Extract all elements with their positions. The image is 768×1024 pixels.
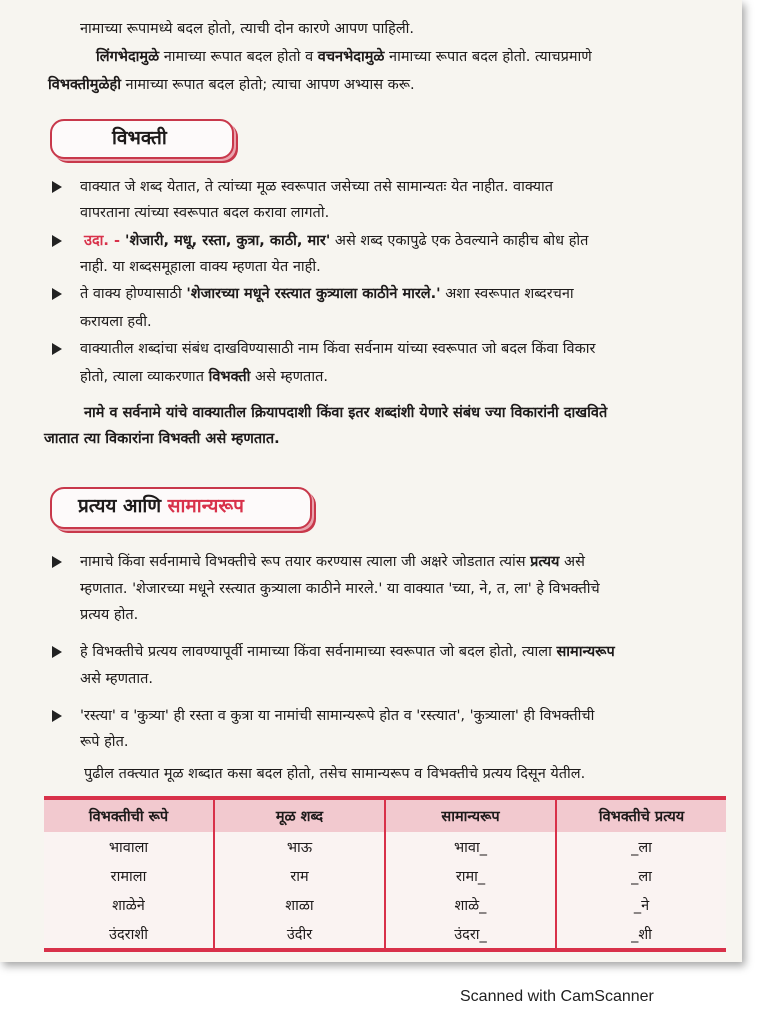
table-cell: भावा_ (386, 832, 557, 861)
table-header-cell: विभक्तीची रूपे (44, 800, 215, 832)
table-cell: _ला (631, 839, 652, 856)
bullet-icon (52, 343, 62, 355)
table-cell: उंदीर (215, 919, 386, 948)
table-row (44, 919, 726, 948)
vibhakti-bullet-2-line-1: उदा. - 'शेजारी, मधू, रस्ता, कुत्रा, काठी, मार' असे शब्द एकापुढे एक ठेवल्याने काहीच बोध होत (84, 233, 589, 249)
table-cell: उंदराशी (44, 919, 215, 948)
table-cell: शाळे_ (386, 890, 557, 919)
table-cell: _ला (631, 868, 652, 885)
pratyay-bullet-1-line-1: नामाचे किंवा सर्वनामाचे विभक्तीचे रूप तयार करण्यास त्याला जी अक्षरे जोडतात त्यांस प्रत्यय असे (80, 554, 585, 570)
table-row (44, 861, 726, 890)
table-intro: पुढील तक्त्यात मूळ शब्दात कसा बदल होतो, तसेच सामान्यरूप व विभक्तीचे प्रत्यय दिसून येतील. (84, 766, 586, 782)
pratyay-bullet-2-line-1: हे विभक्तीचे प्रत्यय लावण्यापूर्वी नामाच्या किंवा सर्वनामाच्या स्वरूपात जो बदल होतो, त्याला सामान्यरूप (80, 644, 615, 660)
pratyay-heading: प्रत्यय आणि सामान्यरूप (78, 495, 244, 517)
intro-line-1: नामाच्या रूपामध्ये बदल होतो, त्याची दोन कारणे आपण पाहिली. (80, 21, 415, 37)
table-cell: उंदरा_ (386, 919, 557, 948)
bullet-icon (52, 646, 62, 658)
table-row (44, 890, 726, 919)
intro-line-3: विभक्तीमुळेही नामाच्या रूपात बदल होतो; त्याचा आपण अभ्यास करू. (48, 77, 415, 93)
pratyay-bullet-3-line-1: 'रस्त्या' व 'कुत्र्या' ही रस्ता व कुत्रा या नामांची सामान्यरूपे होत व 'रस्त्यात', 'कुत्र्याला' ही विभक्तीची (80, 708, 595, 724)
vibhakti-bullet-4-line-1: वाक्यातील शब्दांचा संबंध दाखविण्यासाठी नाम किंवा सर्वनाम यांच्या स्वरूपात जो बदल किंवा विकार (80, 341, 596, 357)
table-cell: भावाला (44, 832, 215, 861)
pratyay-bullet-3-line-2: रूपे होत. (80, 734, 129, 750)
camscanner-watermark: Scanned with CamScanner (460, 988, 654, 1005)
vibhakti-bullet-1-line-2: वापरताना त्यांच्या स्वरूपात बदल करावा लागतो. (80, 205, 330, 221)
table-cell: राम (215, 861, 386, 890)
vibhakti-definition-line-2: जातात त्या विकारांना विभक्ती असे म्हणतात. (44, 431, 280, 447)
vibhakti-heading: विभक्ती (112, 127, 167, 149)
vibhakti-bullet-3-line-1: ते वाक्य होण्यासाठी 'शेजारच्या मधूने रस्त्यात कुत्र्याला काठीने मारले.' अशा स्वरूपात शब्दरचना (80, 286, 574, 302)
vibhakti-bullet-1-line-1: वाक्यात जे शब्द येतात, ते त्यांच्या मूळ स्वरूपात जसेच्या तसे सामान्यतः येत नाहीत. वाक्यात (80, 179, 554, 195)
table-row (44, 832, 726, 861)
vibhakti-table (44, 796, 726, 952)
table-header-row (44, 800, 726, 832)
bullet-icon (52, 556, 62, 568)
vibhakti-bullet-2-line-2: नाही. या शब्दसमूहाला वाक्य म्हणता येत नाही. (80, 259, 321, 275)
table-cell: शाळा (215, 890, 386, 919)
table-header-cell: विभक्तीचे प्रत्यय (598, 809, 685, 825)
table-cell: रामाला (44, 861, 215, 890)
table-cell: _शी (631, 926, 652, 943)
table-cell: शाळेने (44, 890, 215, 919)
vibhakti-bullet-4-line-2: होतो, त्याला व्याकरणात विभक्ती असे म्हणतात. (80, 369, 328, 385)
pratyay-bullet-1-line-3: प्रत्यय होत. (80, 607, 139, 623)
intro-line-2: लिंगभेदामुळे नामाच्या रूपात बदल होतो व वचनभेदामुळे नामाच्या रूपात बदल होतो. त्याचप्रमाणे (96, 49, 592, 65)
table-cell: _ने (633, 897, 650, 914)
bullet-icon (52, 235, 62, 247)
table-cell: रामा_ (386, 861, 557, 890)
vibhakti-definition-line-1: नामे व सर्वनामे यांचे वाक्यातील क्रियापदाशी किंवा इतर शब्दांशी येणारे संबंध ज्या विकारांनी दाखविते (84, 405, 608, 421)
bullet-icon (52, 181, 62, 193)
table-cell: भाऊ (215, 832, 386, 861)
pratyay-bullet-1-line-2: म्हणतात. 'शेजारच्या मधूने रस्त्यात कुत्र्याला काठीने मारले.' या वाक्यात 'च्या, ने, त, ला' हे विभक्तीचे (80, 581, 600, 597)
bullet-icon (52, 710, 62, 722)
vibhakti-bullet-3-line-2: करायला हवी. (80, 314, 152, 330)
table-header-cell: सामान्यरूप (386, 800, 557, 832)
pratyay-bullet-2-line-2: असे म्हणतात. (80, 671, 153, 687)
bullet-icon (52, 288, 62, 300)
table-header-cell: मूळ शब्द (215, 800, 386, 832)
